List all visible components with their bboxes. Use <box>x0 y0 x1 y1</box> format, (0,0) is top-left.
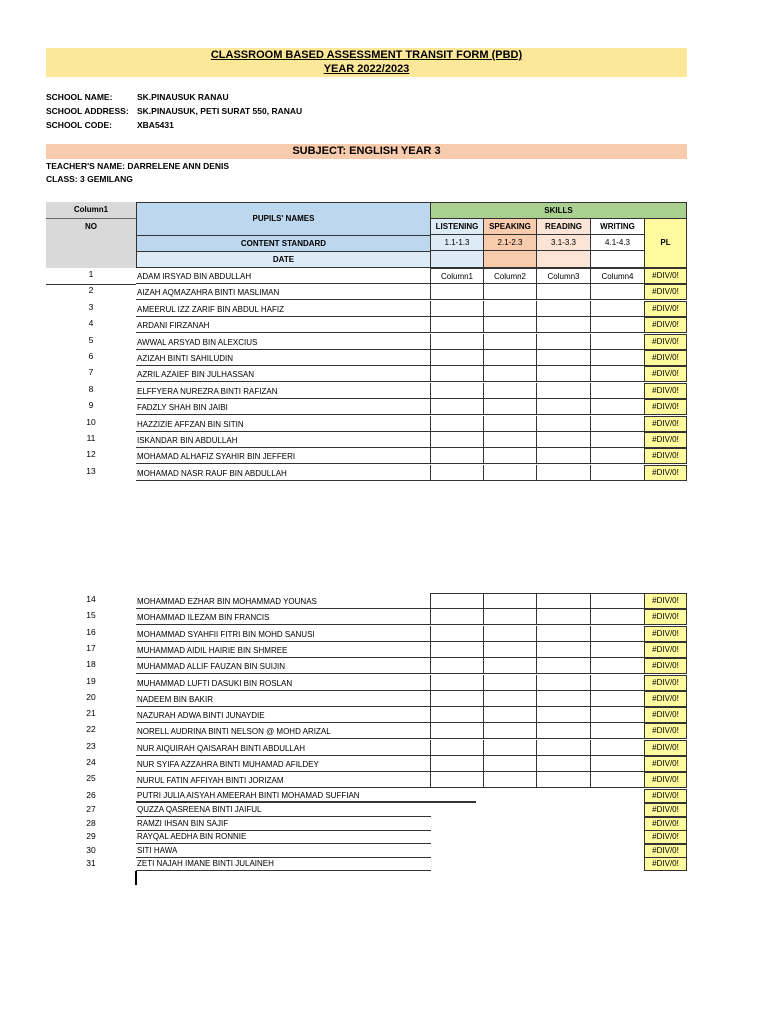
skill-cell[interactable] <box>483 658 537 674</box>
skill-cell[interactable] <box>430 399 484 415</box>
skill-cell[interactable] <box>590 740 645 756</box>
pupil-number: 1 <box>88 269 94 279</box>
table-row <box>46 803 687 817</box>
table-row <box>46 740 687 756</box>
pl-cell[interactable]: #DIV/0! <box>644 284 687 300</box>
skill-cell[interactable] <box>536 383 591 399</box>
skill-cell[interactable] <box>590 772 645 788</box>
skill-cell[interactable] <box>483 284 537 300</box>
skill-cell[interactable] <box>430 707 484 723</box>
pl-cell[interactable]: #DIV/0! <box>644 675 687 691</box>
skill-cell[interactable] <box>536 756 591 772</box>
pl-cell[interactable]: #DIV/0! <box>644 789 687 803</box>
table-row <box>46 301 687 317</box>
skill-cell[interactable] <box>536 772 591 788</box>
table-row <box>46 626 687 642</box>
pupil-name[interactable]: NUR SYIFA AZZAHRA BINTI MUHAMAD AFILDEY <box>137 760 319 769</box>
skill-cell[interactable] <box>483 448 537 464</box>
skill-cell[interactable] <box>430 756 484 772</box>
pupil-number: 15 <box>86 610 96 621</box>
listening-standard: 1.1-1.3 <box>430 234 484 251</box>
skill-cell[interactable] <box>590 399 645 415</box>
pupil-name[interactable]: FADZLY SHAH BIN JAIBI <box>137 403 228 413</box>
skill-cell[interactable] <box>483 399 537 415</box>
skill-cell[interactable] <box>536 740 591 756</box>
table-row <box>46 756 687 772</box>
skill-cell[interactable] <box>590 416 645 432</box>
pupil-number: 6 <box>88 351 94 361</box>
pupil-name[interactable]: ELFFYERA NUREZRA BINTI RAFIZAN <box>137 386 278 396</box>
speaking-standard: 2.1-2.3 <box>483 234 537 251</box>
table-row <box>46 432 687 448</box>
subject-title: SUBJECT: ENGLISH YEAR 3 <box>46 144 687 159</box>
pupil-number: 28 <box>86 818 96 828</box>
pupil-number: 11 <box>86 433 96 443</box>
skill-cell[interactable] <box>483 756 537 772</box>
table-row <box>46 593 687 609</box>
skill-cell[interactable] <box>536 609 591 625</box>
school-code-label: SCHOOL CODE: <box>46 120 112 130</box>
pupil-name[interactable]: MOHAMMAD SYAHFII FITRI BIN MOHD SANUSI <box>137 629 315 639</box>
pl-cell[interactable]: #DIV/0! <box>644 448 687 464</box>
skill-cell[interactable] <box>536 301 591 317</box>
pl-cell[interactable]: #DIV/0! <box>644 658 687 674</box>
pl-cell[interactable]: #DIV/0! <box>644 830 687 844</box>
table-row <box>46 399 687 415</box>
pupil-name[interactable]: MUHAMMAD ALLIF FAUZAN BIN SUIJIN <box>137 662 286 672</box>
table-row <box>46 366 687 382</box>
table-row <box>46 416 687 432</box>
skill-cell[interactable] <box>483 609 537 625</box>
table-row <box>46 350 687 366</box>
table-row <box>46 675 687 691</box>
skill-cell[interactable] <box>590 691 645 707</box>
reading-header: READING <box>536 218 591 235</box>
skill-cell[interactable]: Column4 <box>590 268 645 284</box>
pupil-name[interactable]: ZETI NAJAH IMANE BINTI JULAINEH <box>137 859 274 868</box>
pupil-name[interactable]: MOHAMMAD ILEZAM BIN FRANCIS <box>137 613 270 623</box>
table-row <box>46 465 687 481</box>
pl-cell[interactable]: #DIV/0! <box>644 609 687 625</box>
pupil-name[interactable]: AZIZAH BINTI SAHILUDIN <box>137 354 234 363</box>
pl-cell[interactable]: #DIV/0! <box>644 416 687 432</box>
table-row <box>46 334 687 350</box>
skill-cell[interactable] <box>536 334 591 350</box>
skill-cell[interactable] <box>590 284 645 300</box>
form-title-band <box>46 48 687 77</box>
school-address-label: SCHOOL ADDRESS: <box>46 106 129 116</box>
skill-cell[interactable] <box>536 432 591 448</box>
skill-cell[interactable] <box>430 350 484 366</box>
skill-cell[interactable] <box>590 609 645 625</box>
skill-cell[interactable] <box>430 740 484 756</box>
skill-cell[interactable] <box>536 366 591 382</box>
text-cursor <box>135 871 137 885</box>
skill-cell[interactable] <box>483 383 537 399</box>
pl-cell[interactable]: #DIV/0! <box>644 593 687 609</box>
skill-cell[interactable] <box>483 723 537 739</box>
skill-cell[interactable] <box>483 740 537 756</box>
skill-cell[interactable] <box>483 366 537 382</box>
form-year: YEAR 2022/2023 <box>323 63 410 75</box>
skill-cell[interactable] <box>536 707 591 723</box>
pupil-number: 13 <box>86 465 96 476</box>
table-row <box>46 707 687 723</box>
table-row <box>46 817 687 831</box>
pupil-name[interactable]: PUTRI JULIA AISYAH AMEERAH BINTI MOHAMAD SUFFIAN <box>137 791 360 800</box>
table-row <box>46 383 687 399</box>
pl-header: PL <box>644 218 687 268</box>
skill-cell[interactable] <box>590 642 645 658</box>
skill-cell[interactable] <box>536 465 591 481</box>
skill-cell[interactable] <box>430 658 484 674</box>
pupil-name[interactable]: MOHAMMAD EZHAR BIN MOHAMMAD YOUNAS <box>137 597 317 606</box>
table-row <box>46 857 687 871</box>
pupil-number: 2 <box>88 285 94 296</box>
pupil-number: 3 <box>88 301 94 312</box>
speaking-header: SPEAKING <box>483 218 537 235</box>
pupil-number: 30 <box>86 845 96 855</box>
skill-cell[interactable]: Column2 <box>483 268 537 284</box>
school-name-label: SCHOOL NAME: <box>46 92 113 102</box>
skill-cell[interactable] <box>430 383 484 399</box>
pl-cell[interactable]: #DIV/0! <box>644 723 687 739</box>
skill-cell[interactable] <box>430 609 484 625</box>
pupil-name[interactable]: AIZAH AQMAZAHRA BINTI MASLIMAN <box>137 288 280 298</box>
skill-cell[interactable] <box>430 301 484 317</box>
skill-cell[interactable] <box>430 334 484 350</box>
skill-cell[interactable] <box>536 284 591 300</box>
pupil-number: 19 <box>86 675 96 686</box>
skill-cell[interactable]: Column1 <box>430 268 484 284</box>
pupil-number: 17 <box>86 642 96 653</box>
pupil-name[interactable]: NORELL AUDRINA BINTI NELSON @ MOHD ARIZAL <box>137 727 331 737</box>
pl-cell[interactable]: #DIV/0! <box>644 844 687 858</box>
table-row <box>46 609 687 625</box>
pupil-name[interactable]: RAMZI IHSAN BIN SAJIF <box>137 819 229 828</box>
pl-cell[interactable]: #DIV/0! <box>644 366 687 382</box>
table-row <box>46 448 687 464</box>
writing-standard: 4.1-4.3 <box>590 234 645 251</box>
pupil-name[interactable]: NURUL FATIN AFFIYAH BINTI JORIZAM <box>137 776 284 786</box>
skill-cell[interactable] <box>430 772 484 788</box>
skill-cell[interactable] <box>590 334 645 350</box>
skill-cell[interactable] <box>536 723 591 739</box>
skill-cell[interactable] <box>536 317 591 333</box>
form-title: CLASSROOM BASED ASSESSMENT TRANSIT FORM (PBD) <box>210 49 523 61</box>
pl-cell[interactable]: #DIV/0! <box>644 317 687 333</box>
pl-cell[interactable]: #DIV/0! <box>644 756 687 772</box>
pl-cell[interactable]: #DIV/0! <box>644 626 687 642</box>
pupil-number: 8 <box>88 383 94 394</box>
no-header: NO <box>46 218 136 234</box>
pupil-number: 5 <box>88 334 94 345</box>
pl-cell[interactable]: #DIV/0! <box>644 334 687 350</box>
pl-cell[interactable]: #DIV/0! <box>644 383 687 399</box>
pupil-name[interactable]: ADAM IRSYAD BIN ABDULLAH <box>137 272 252 281</box>
pupil-number: 25 <box>86 773 96 784</box>
skill-cell[interactable] <box>590 707 645 723</box>
skill-cell[interactable] <box>536 399 591 415</box>
skill-cell[interactable] <box>590 723 645 739</box>
skill-cell[interactable] <box>430 416 484 432</box>
pupil-name[interactable]: AZRIL AZAIEF BIN JULHASSAN <box>137 370 255 380</box>
school-name: SK.PINAUSUK RANAU <box>137 92 229 102</box>
listening-header: LISTENING <box>430 218 484 235</box>
skill-cell[interactable] <box>483 334 537 350</box>
skill-cell[interactable] <box>483 465 537 481</box>
pl-cell[interactable]: #DIV/0! <box>644 301 687 317</box>
skill-cell[interactable] <box>536 675 591 691</box>
skill-cell[interactable] <box>483 626 537 642</box>
pl-cell[interactable]: #DIV/0! <box>644 350 687 366</box>
pupil-name[interactable]: MOHAMAD NASR RAUF BIN ABDULLAH <box>137 468 287 478</box>
table-row <box>46 723 687 739</box>
pupil-number: 31 <box>86 858 96 868</box>
skill-cell[interactable] <box>590 432 645 448</box>
skill-cell[interactable] <box>590 366 645 382</box>
pupil-name[interactable]: NAZURAH ADWA BINTI JUNAYDIE <box>137 711 265 721</box>
table-row <box>46 789 687 803</box>
skill-cell[interactable] <box>430 448 484 464</box>
pl-cell[interactable]: #DIV/0! <box>644 740 687 756</box>
pupil-name[interactable]: ISKANDAR BIN ABDULLAH <box>137 436 238 445</box>
skill-cell[interactable] <box>590 756 645 772</box>
skill-cell[interactable] <box>536 350 591 366</box>
pupil-name[interactable]: MUHAMMAD LUFTI DASUKI BIN ROSLAN <box>137 678 293 688</box>
pl-cell[interactable]: #DIV/0! <box>644 707 687 723</box>
pupil-name[interactable]: AMEERUL IZZ ZARIF BIN ABDUL HAFIZ <box>137 304 284 314</box>
teacher-name: TEACHER'S NAME: DARRELENE ANN DENIS <box>46 161 230 171</box>
pupil-name[interactable]: NUR AIQUIRAH QAISARAH BINTI ABDULLAH <box>137 743 306 753</box>
table-row <box>46 691 687 707</box>
table-row <box>46 772 687 788</box>
skill-cell[interactable] <box>430 626 484 642</box>
pl-cell[interactable]: #DIV/0! <box>644 857 687 871</box>
pupil-name[interactable]: ARDANI FIRZANAH <box>137 321 210 331</box>
table-row <box>46 830 687 844</box>
pl-cell[interactable]: #DIV/0! <box>644 691 687 707</box>
table-row <box>46 284 687 300</box>
skill-cell[interactable] <box>536 448 591 464</box>
row-divider <box>46 284 136 285</box>
skill-cell[interactable] <box>483 432 537 448</box>
skill-cell[interactable] <box>483 317 537 333</box>
skill-cell[interactable] <box>430 593 484 609</box>
skill-cell[interactable] <box>483 675 537 691</box>
pl-cell[interactable]: #DIV/0! <box>644 432 687 448</box>
pupils-names-header: PUPILS' NAMES <box>136 202 431 236</box>
pupil-number: 22 <box>86 724 96 735</box>
reading-standard: 3.1-3.3 <box>536 234 591 251</box>
pupil-number: 27 <box>86 804 96 814</box>
table-row <box>46 268 687 284</box>
skill-cell[interactable] <box>483 707 537 723</box>
skill-cell[interactable] <box>430 691 484 707</box>
pupil-number: 16 <box>86 626 96 637</box>
skill-cell[interactable] <box>536 658 591 674</box>
skill-cell[interactable] <box>430 723 484 739</box>
table-row <box>46 844 687 858</box>
pupil-number: 20 <box>86 691 96 702</box>
skill-cell[interactable] <box>483 772 537 788</box>
pupil-name[interactable]: RAYQAL AEDHA BIN RONNIE <box>137 832 247 841</box>
skill-cell[interactable] <box>430 642 484 658</box>
pupil-name[interactable]: NADEEM BIN BAKIR <box>137 694 214 704</box>
pupil-number: 12 <box>86 449 96 460</box>
pl-cell[interactable]: #DIV/0! <box>644 642 687 658</box>
pupil-number: 7 <box>88 367 94 378</box>
skill-cell[interactable] <box>590 626 645 642</box>
skill-cell[interactable] <box>536 626 591 642</box>
pupil-number: 9 <box>88 400 94 411</box>
table-row <box>46 642 687 658</box>
skill-cell[interactable] <box>430 465 484 481</box>
pl-cell[interactable]: #DIV/0! <box>644 817 687 831</box>
pupil-number: 4 <box>88 318 94 329</box>
skill-cell[interactable] <box>536 691 591 707</box>
skills-header: SKILLS <box>430 202 687 219</box>
reading-date[interactable] <box>536 250 591 268</box>
skill-cell[interactable] <box>590 465 645 481</box>
pupil-name[interactable]: HAZZIZIE AFFZAN BIN SITIN <box>137 419 244 429</box>
skill-cell[interactable] <box>590 658 645 674</box>
skill-cell[interactable] <box>430 317 484 333</box>
skill-cell[interactable] <box>590 350 645 366</box>
skill-cell[interactable] <box>536 593 591 609</box>
no-header-fill <box>46 234 136 268</box>
skill-cell[interactable] <box>590 448 645 464</box>
pl-cell[interactable]: #DIV/0! <box>644 268 687 284</box>
pl-cell[interactable]: #DIV/0! <box>644 803 687 817</box>
skill-cell[interactable]: Column3 <box>536 268 591 284</box>
speaking-date[interactable] <box>483 250 537 268</box>
pl-cell[interactable]: #DIV/0! <box>644 399 687 415</box>
writing-date[interactable] <box>590 250 645 268</box>
skill-cell[interactable] <box>430 432 484 448</box>
pupil-number: 21 <box>86 708 96 719</box>
skill-cell[interactable] <box>430 675 484 691</box>
pupil-name[interactable]: AWWAL ARSYAD BIN ALEXCIUS <box>137 337 258 347</box>
pupil-number: 23 <box>86 740 96 751</box>
skill-cell[interactable] <box>590 675 645 691</box>
pupil-number: 14 <box>86 594 96 604</box>
pl-cell[interactable]: #DIV/0! <box>644 465 687 481</box>
pupil-number: 18 <box>86 659 96 670</box>
listening-date[interactable] <box>430 250 484 268</box>
content-standard-header: CONTENT STANDARD <box>136 235 431 252</box>
pl-cell[interactable]: #DIV/0! <box>644 772 687 788</box>
skill-cell[interactable] <box>483 416 537 432</box>
skill-cell[interactable] <box>483 593 537 609</box>
skill-cell[interactable] <box>590 593 645 609</box>
skill-cell[interactable] <box>536 416 591 432</box>
date-header: DATE <box>136 251 431 268</box>
table-row <box>46 658 687 674</box>
skill-cell[interactable] <box>536 642 591 658</box>
skill-cell[interactable] <box>590 317 645 333</box>
school-address: SK.PINAUSUK, PETI SURAT 550, RANAU <box>137 106 303 116</box>
column1-header: Column1 <box>46 202 136 218</box>
pupil-name[interactable]: QUZZA QASREENA BINTI JAIFUL <box>137 805 262 814</box>
pupil-name[interactable]: MOHAMAD ALHAFIZ SYAHIR BIN JEFFERI <box>137 452 296 462</box>
skill-cell[interactable] <box>590 301 645 317</box>
skill-cell[interactable] <box>483 350 537 366</box>
skill-cell[interactable] <box>430 366 484 382</box>
skill-cell[interactable] <box>483 642 537 658</box>
pupil-number: 24 <box>86 757 96 767</box>
table-row <box>46 317 687 333</box>
skill-cell[interactable] <box>590 383 645 399</box>
skill-cell[interactable] <box>483 301 537 317</box>
class-name: CLASS: 3 GEMILANG <box>46 174 133 184</box>
pupil-name[interactable]: MUHAMMAD AIDIL HAIRIE BIN SHMREE <box>137 645 288 655</box>
skill-cell[interactable] <box>483 691 537 707</box>
row-divider <box>136 480 431 481</box>
pupil-number: 29 <box>86 831 96 841</box>
pupil-number: 26 <box>86 790 96 800</box>
pupil-name[interactable]: SITI HAWA <box>137 846 178 855</box>
row-divider <box>136 870 431 871</box>
writing-header: WRITING <box>590 218 645 235</box>
pupil-number: 10 <box>86 416 96 427</box>
school-code: XBA5431 <box>137 120 174 130</box>
skill-cell[interactable] <box>430 284 484 300</box>
